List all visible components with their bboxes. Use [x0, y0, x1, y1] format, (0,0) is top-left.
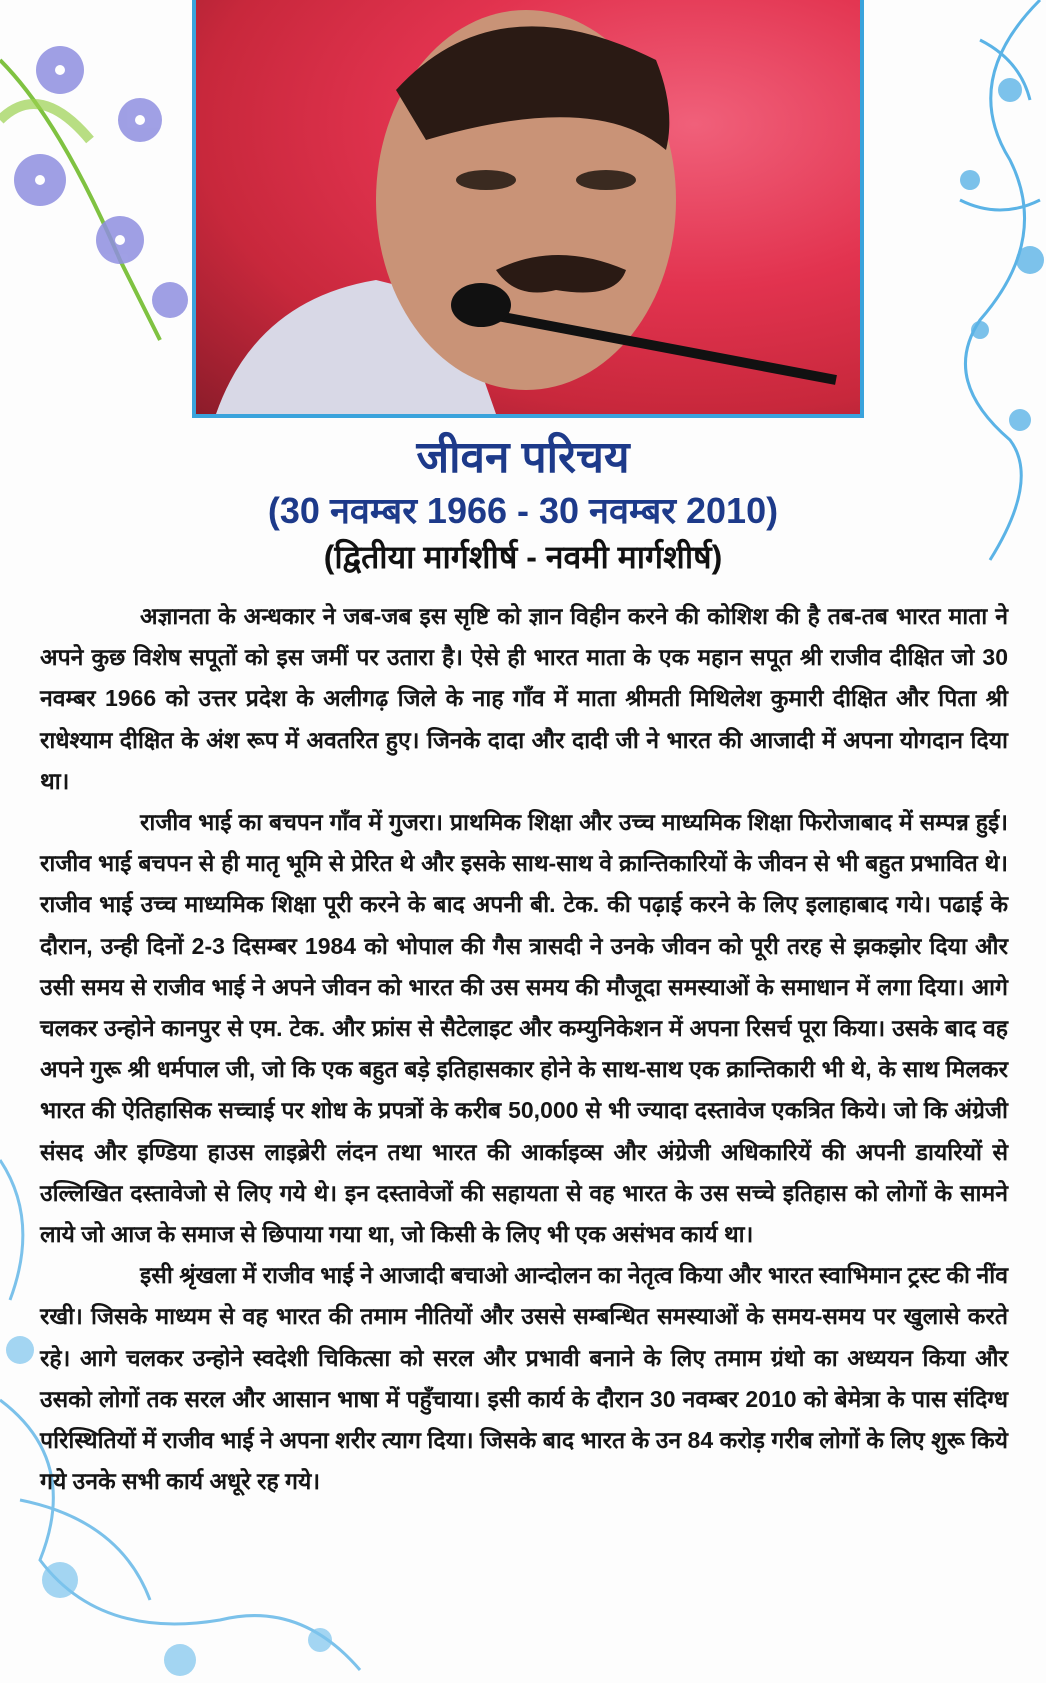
tithi-dates: (द्वितीया मार्गशीर्ष - नवमी मार्गशीर्ष): [323, 539, 723, 575]
paragraph: अज्ञानता के अन्धकार ने जब-जब इस सृष्टि को ज्ञान विहीन करने की कोशिश की है तब-तब भारत माता ने अपने कुछ विशेष सपूतों को इस जमीं पर उतारा है। ऐसे ही भारत माता के एक महान सपूत श्री राजीव दीक्षित जो 30 नवम्बर 1966 को उत्तर प्रदेश के अलीगढ़ जिले के नाह गाँव में माता श्रीमती मिथिलेश कुमारी दीक्षित और पिता श्री राधेश्याम दीक्षित के अंश रूप में अवतरित हुए। जिनके दादा और दादी जी ने भारत की आजादी में अपना योगदान दिया था।: [40, 603, 1008, 794]
paragraph: राजीव भाई का बचपन गाँव में गुजरा। प्राथमिक शिक्षा और उच्च माध्यमिक शिक्षा फिरोजाबाद में सम्पन्न हुई। राजीव भाई बचपन से ही मातृ भूमि से प्रेरित थे और इसके साथ-साथ वे क्रान्तिकारियों के जीवन से भी बहुत प्रभावित थे। राजीव भाई उच्च माध्यमिक शिक्षा पूरी करने के बाद अपनी बी. टेक. की पढ़ाई करने के लिए इलाहाबाद गये। पढाई के दौरान, उन्ही दिनों 2-3 दिसम्बर 1984 को भोपाल की गैस त्रासदी ने उनके जीवन को पूरी तरह से झकझोर दिया और उसी समय से राजीव भाई ने अपने जीवन को भारत की उस समय की मौजूदा समस्याओं के समाधान में लगा दिया। आगे चलकर उन्होने कानपुर से एम. टेक. और फ्रांस से सैटेलाइट और कम्युनिकेशन में अपना रिसर्च पूरा किया। उसके बाद वह अपने गुरू श्री धर्मपाल जी, जो कि एक बहुत बड़े इतिहासकार होने के साथ-साथ एक क्रान्तिकारी भी थे, के साथ मिलकर भारत की ऐतिहासिक सच्चाई पर शोध के प्रपत्रों के करीब 50,000 से भी ज्यादा दस्तावेज एकत्रित किये। जो कि अंग्रेजी संसद और इण्डिया हाउस लाइब्रेरी लंदन तथा भारत की आर्काइव्स और अंग्रेजी अधिकारियें की अपनी डायरियों से उल्लिखित दस्तावेजो से लिए गये थे। इन दस्तावेजों की सहायता से वह भारत के उस सच्चे इतिहास को लोगों के सामने लाये जो आज के समाज से छिपाया गया था, जो किसी के लिए भी एक असंभव कार्य था।: [40, 809, 1008, 1248]
biography-text: [40, 596, 1008, 1502]
page-title: जीवन परिचय: [416, 433, 630, 482]
portrait-photo: [192, 0, 864, 418]
life-dates: (30 नवम्बर 1966 - 30 नवम्बर 2010): [267, 490, 779, 531]
paragraph: इसी श्रृंखला में राजीव भाई ने आजादी बचाओ आन्दोलन का नेतृत्व किया और भारत स्वाभिमान ट्रस्ट की नींव रखी। जिसके माध्यम से वह भारत की तमाम नीतियों और उससे सम्बन्धित समस्याओं के समय-समय पर खुलासे करते रहे। आगे चलकर उन्होने स्वदेशी चिकित्सा को सरल और प्रभावी बनाने के लिए तमाम ग्रंथो का अध्ययन किया और उसको लोगों तक सरल और आसान भाषा में पहुँचाया। इसी कार्य के दौरान 30 नवम्बर 2010 को बेमेत्रा के पास संदिग्ध परिस्थितियों में राजीव भाई ने अपना शरीर त्याग दिया। जिसके बाद भारत के उन 84 करोड़ गरीब लोगों के लिए शुरू किये गये उनके सभी कार्य अधूरे रह गये।: [40, 1262, 1008, 1495]
floral-decoration-top-left: [0, 0, 200, 360]
portrait-figure: [196, 0, 860, 414]
